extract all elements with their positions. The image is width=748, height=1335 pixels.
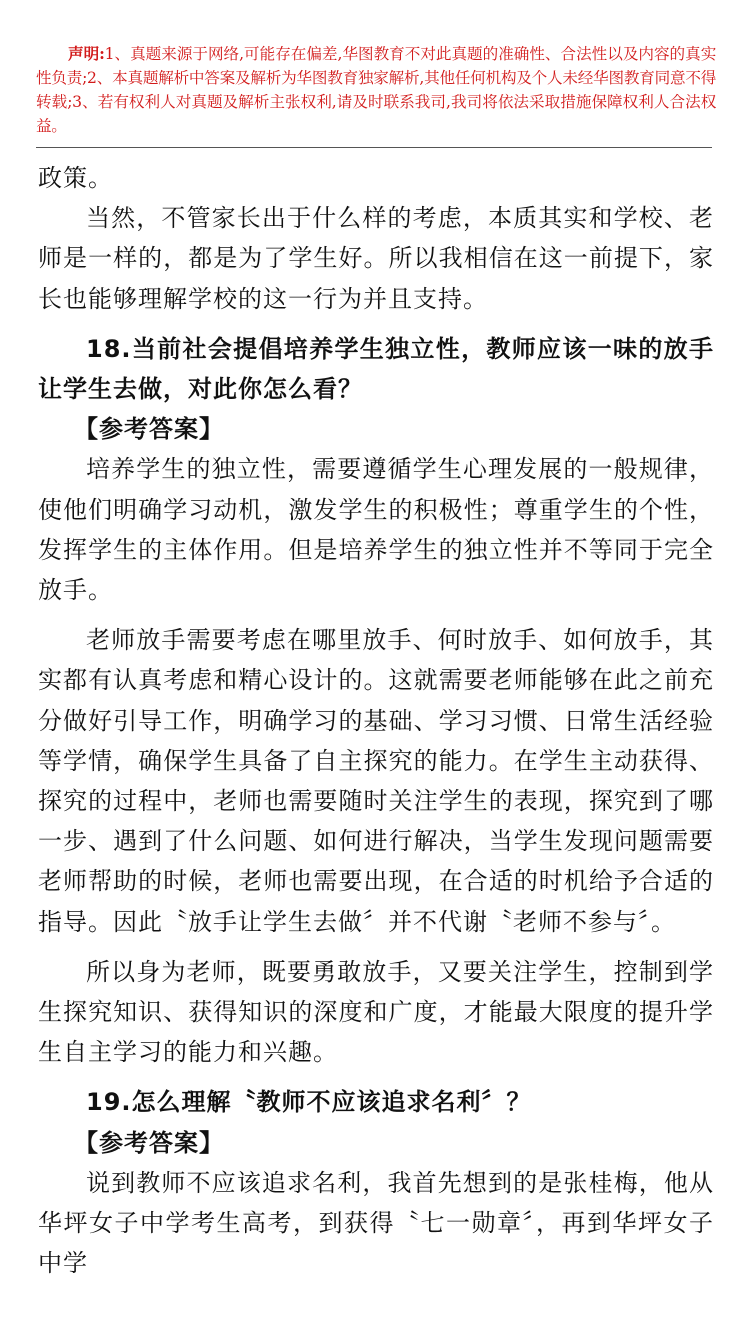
answer-19-paragraph-1: 说到教师不应该追求名利，我首先想到的是张桂梅，他从华坪女子中学考生高考，到获得〝七一勋章〞，再到华坪女子中学 (38, 1168, 714, 1278)
question-18: 18.当前社会提倡培养学生独立性，教师应该一味的放手让学生去做，对此你怎么看？ (38, 334, 714, 404)
answer-18-paragraph-1: 培养学生的独立性，需要遵循学生心理发展的一般规律，使他们明确学习动机，激发学生的积极性；尊重学生的个性，发挥学生的主体作用。但是培养学生的独立性并不等同于完全放手。 (38, 455, 714, 605)
answer-label-19: 【参考答案】 (74, 1128, 224, 1157)
paragraph-parents: 当然，不管家长出于什么样的考虑，本质其实和学校、老师是一样的，都是为了学生好。所以我相信在这一前提下，家长也能够理解学校的这一行为并且支持。 (38, 204, 714, 313)
disclaimer (36, 42, 716, 138)
disclaimer-text: 1、真题来源于网络,可能存在偏差,华图教育不对此真题的准确性、合法性以及内容的真实性负责;2、本真题解析中答案及解析为华图教育独家解析,其他任何机构及个人未经华图教育同意不得转载;3、若有权利人对真题及解析主张权利,请及时联系我司,我司将依法采取措施保障权利人合法权益。 (36, 45, 716, 135)
continued-text: 政策。 (38, 164, 113, 192)
disclaimer-label: 声明: (68, 44, 105, 63)
header-divider (36, 147, 712, 148)
answer-label-18: 【参考答案】 (74, 415, 224, 444)
answer-18-paragraph-3: 所以身为老师，既要勇敢放手，又要关注学生，控制到学生探究知识、获得知识的深度和广度，才能最大限度的提升学生自主学习的能力和兴趣。 (38, 957, 714, 1067)
document-body (38, 158, 714, 1283)
answer-18-paragraph-2: 老师放手需要考虑在哪里放手、何时放手、如何放手，其实都有认真考虑和精心设计的。这就需要老师能够在此之前充分做好引导工作，明确学习的基础、学习习惯、日常生活经验等学情，确保学生具备了自主探究的能力。在学生主动获得、探究的过程中，老师也需要随时关注学生的表现，探究到了哪一步、遇到了什么问题、如何进行解决，当学生发现问题需要老师帮助的时候，老师也需要出现，在合适的时机给予合适的指导。因此〝放手让学生去做〞并不代谢〝老师不参与〞。 (38, 626, 714, 936)
question-19: 19.怎么理解〝教师不应该追求名利〞？ (86, 1088, 532, 1117)
